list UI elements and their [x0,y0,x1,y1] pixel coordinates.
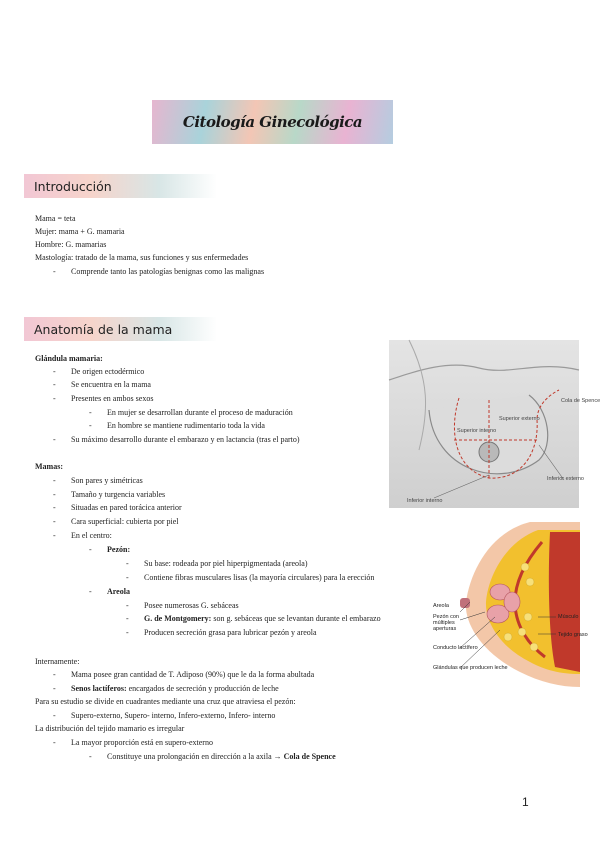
list-item: Su base: rodeada por piel hiperpigmentada (areola) [144,559,308,568]
label-areola: Areola [433,603,449,609]
bullet-dash: - [126,601,129,610]
list-item: Su máximo desarrollo durante el embarazo y en lactancia (tras el parto) [71,435,300,444]
bullet-dash: - [89,545,92,554]
bullet-dash: - [126,573,129,582]
term-definition: son g. sebáceas que se levantan durante el embarazo [211,614,381,623]
list-item: Se encuentra en la mama [71,380,151,389]
list-item: Situadas en pared torácica anterior [71,503,182,512]
label-superior-externo: Superior externo [499,416,540,422]
list-item: Supero-externo, Supero- interno, Infero-externo, Infero- interno [71,711,276,720]
list-item: Tamaño y turgencia variables [71,490,166,499]
bullet-dash: - [53,738,56,747]
bullet-dash: - [53,435,56,444]
section-title: Introducción [34,178,112,194]
bullet-dash: - [53,531,56,540]
section-header-anatomia [24,317,217,341]
bullet-dash: - [53,367,56,376]
list-item: En hombre se mantiene rudimentario toda la vida [107,421,265,430]
bullet-dash: - [126,614,129,623]
bullet-dash: - [53,684,56,693]
list-item [107,752,336,762]
list-item: Mama posee gran cantidad de T. Adiposo (90%) que le da la forma abultada [71,670,315,679]
intro-bullet: Comprende tanto las patologías benignas como las malignas [71,267,265,276]
label-inferior-interno: Inferior interno [407,498,443,504]
label-superior-interno: Superior interno [457,428,497,434]
bullet-dash: - [53,267,56,276]
bullet-dash: - [53,394,56,403]
bullet-dash: - [89,408,92,417]
bullet-dash: - [126,628,129,637]
bullet-dash: - [53,711,56,720]
label-musculo: Músculo [558,614,579,620]
subitem-pezon: Pezón: [107,545,131,554]
list-item: Producen secreción grasa para lubricar pezón y areola [144,628,317,637]
label-tejido-graso: Tejido graso [558,632,588,638]
text-line: Para su estudio se divide en cuadrantes mediante una cruz que atraviesa el pezón: [35,697,296,706]
term-montgomery: G. de Montgomery: [144,614,212,623]
list-item: En mujer se desarrollan durante el proceso de maduración [107,408,293,417]
section-title: Anatomía de la mama [34,321,173,337]
subheading-mamas: Mamas: [35,462,63,471]
intro-line: Mujer: mama + G. mamaria [35,227,125,236]
subheading-internamente: Internamente: [35,657,80,666]
page-title: Citología Ginecológica [182,113,363,131]
breast-cross-section-figure [430,522,580,687]
breast-quadrants-figure [389,340,600,508]
term-cola-spence: Cola de Spence [283,752,336,761]
label-inferior-externo: Inferior externo [547,476,584,482]
bullet-dash: - [53,517,56,526]
list-item [71,684,279,694]
list-item: Presentes en ambos sexos [71,394,154,403]
list-item [144,614,381,624]
bullet-dash: - [53,476,56,485]
list-item: Cara superficial: cubierta por piel [71,517,179,526]
bullet-dash: - [126,559,129,568]
bullet-dash: - [53,490,56,499]
section-header-introduccion [24,174,217,198]
list-item: Son pares y simétricas [71,476,143,485]
text-line: La distribución del tejido mamario es irregular [35,724,185,733]
page-number: 1 [522,795,529,809]
term-senos: Senos lactíferos: [71,684,127,693]
intro-line: Mastología: tratado de la mama, sus funciones y sus enfermedades [35,253,249,262]
label-pezon: Pezón con múltiples aperturas [433,614,459,632]
bullet-dash: - [53,670,56,679]
title-banner [152,100,393,144]
intro-line: Mama = teta [35,214,76,223]
list-item: La mayor proporción está en supero-externo [71,738,213,747]
list-item: En el centro: [71,531,112,540]
term-definition: encargados de secreción y producción de leche [126,684,279,693]
subitem-areola: Areola [107,587,130,596]
label-glandulas: Glándulas que producen leche [433,665,508,671]
label-conducto: Conducto lactífero [433,645,478,651]
list-item: Contiene fibras musculares lisas (la mayoría circulares) para la erección [144,573,375,582]
label-cola-spence: Cola de Spence [561,398,600,404]
list-item: Posee numerosas G. sebáceas [144,601,239,610]
bullet-dash: - [89,421,92,430]
bullet-dash: - [53,503,56,512]
item-text: Constituye una prolongación en dirección a la axila → [107,752,284,761]
bullet-dash: - [53,380,56,389]
list-item: De origen ectodérmico [71,367,145,376]
bullet-dash: - [89,752,92,761]
bullet-dash: - [89,587,92,596]
intro-line: Hombre: G. mamarias [35,240,107,249]
subheading-glandula: Glándula mamaria: [35,354,103,363]
